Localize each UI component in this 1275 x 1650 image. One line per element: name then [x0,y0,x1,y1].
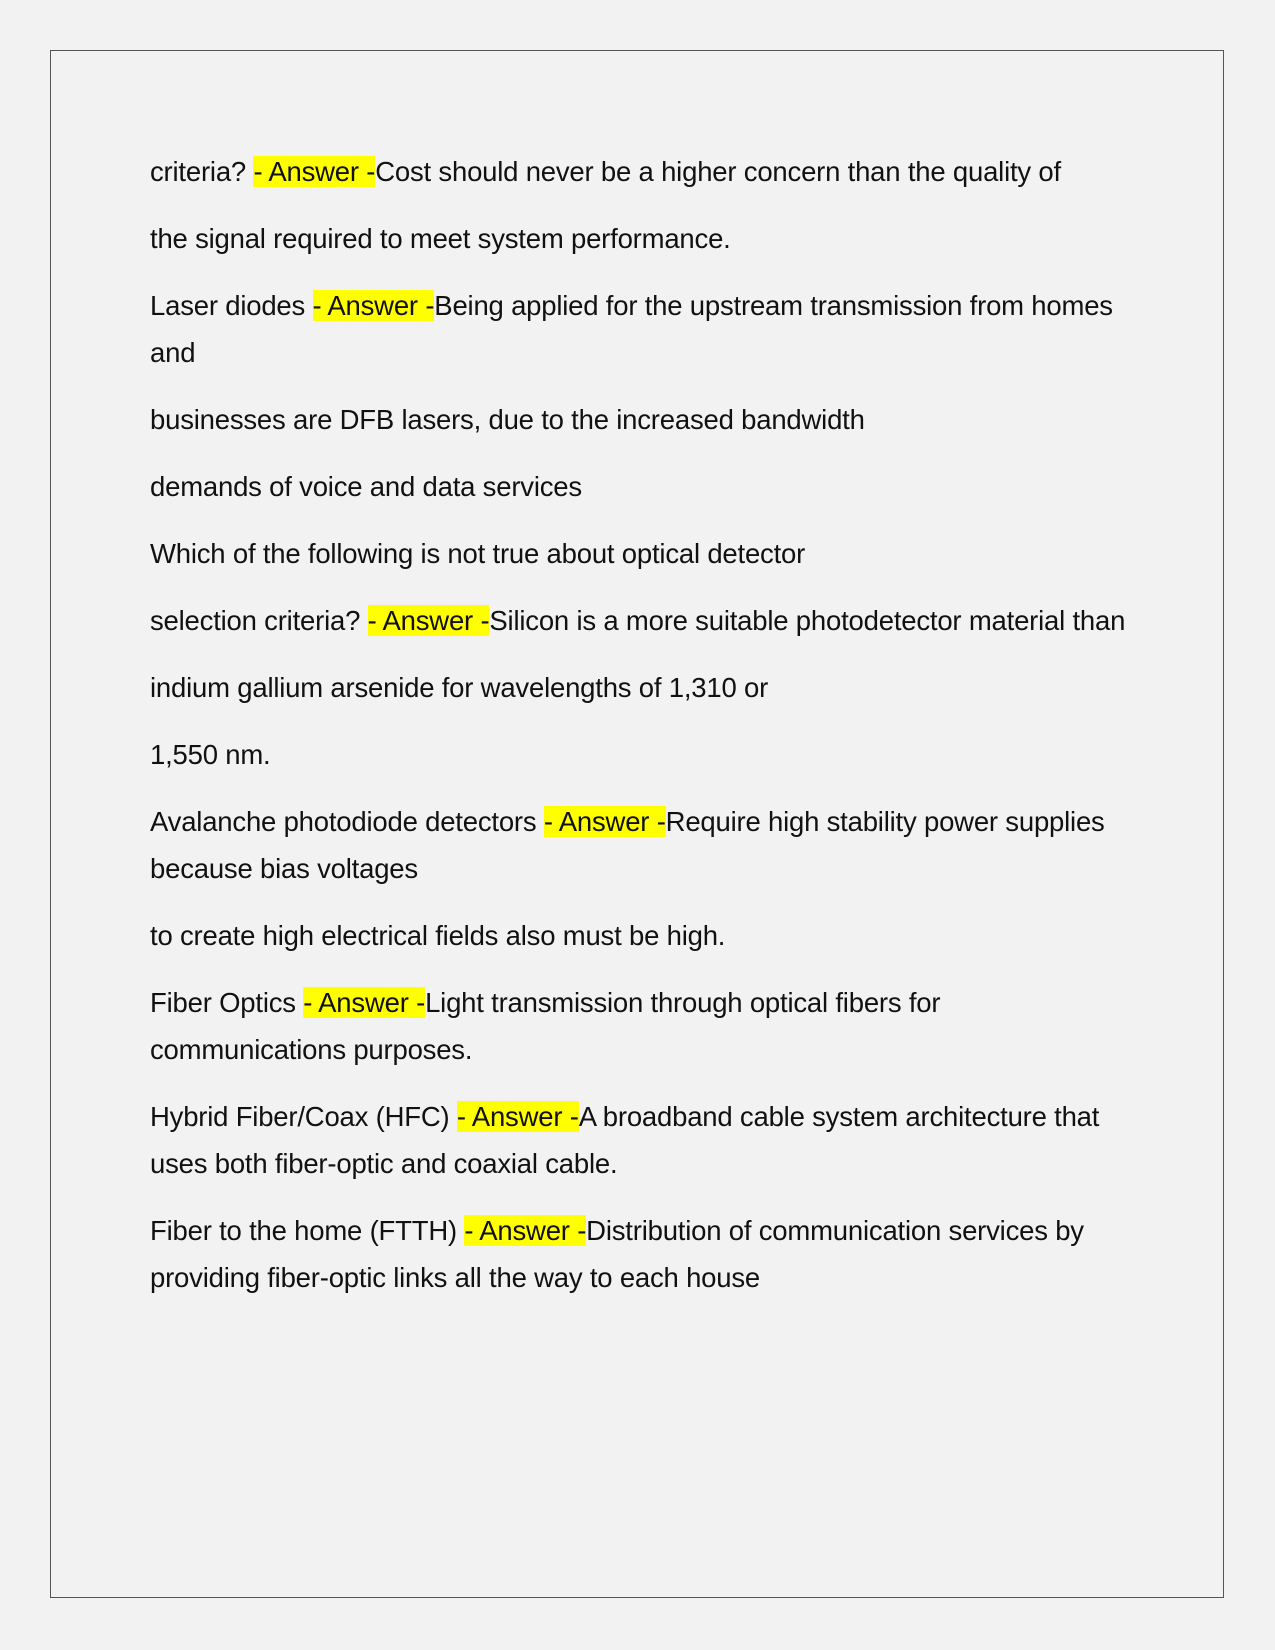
answer-text: Distribution of communication services by providing fiber-optic links all the way to each house [150,1215,1084,1293]
qa-paragraph [150,148,1130,195]
answer-highlight: - Answer - [312,290,435,321]
answer-highlight: - Answer - [464,1215,587,1246]
question-text: Avalanche photodiode detectors [150,806,544,837]
answer-highlight: - Answer - [543,806,666,837]
answer-highlight: - Answer - [456,1101,579,1132]
answer-text: Require high stability power supplies because bias voltages [150,806,1105,884]
text-paragraph: Which of the following is not true about optical detector [150,538,806,569]
answer-text: Being applied for the upstream transmission from homes and [150,290,1113,368]
qa-paragraph [150,979,1130,1073]
answer-highlight: - Answer - [303,987,426,1018]
question-text: Fiber to the home (FTTH) [150,1215,465,1246]
answer-text: Cost should never be a higher concern than the quality of [375,156,1061,187]
question-text: selection criteria? [150,605,368,636]
text-paragraph: 1,550 nm. [150,739,271,770]
text-paragraph: demands of voice and data services [150,471,582,502]
qa-paragraph [150,1207,1130,1301]
answer-text: A broadband cable system architecture that uses both fiber-optic and coaxial cable. [150,1101,1100,1179]
text-paragraph: indium gallium arsenide for wavelengths of 1,310 or [150,672,769,703]
qa-paragraph [150,798,1130,892]
answer-highlight: - Answer - [367,605,490,636]
document-body [150,148,1130,1321]
question-text: Fiber Optics [150,987,304,1018]
text-paragraph: the signal required to meet system performance. [150,223,731,254]
answer-text: Light transmission through optical fibers for communications purposes. [150,987,941,1065]
question-text: Hybrid Fiber/Coax (HFC) [150,1101,457,1132]
qa-paragraph [150,597,1130,644]
question-text: criteria? [150,156,254,187]
text-paragraph: to create high electrical fields also must be high. [150,920,726,951]
answer-highlight: - Answer - [253,156,376,187]
text-paragraph: businesses are DFB lasers, due to the increased bandwidth [150,404,865,435]
question-text: Laser diodes [150,290,313,321]
qa-paragraph [150,282,1130,376]
answer-text: Silicon is a more suitable photodetector material than [489,605,1126,636]
qa-paragraph [150,1093,1130,1187]
